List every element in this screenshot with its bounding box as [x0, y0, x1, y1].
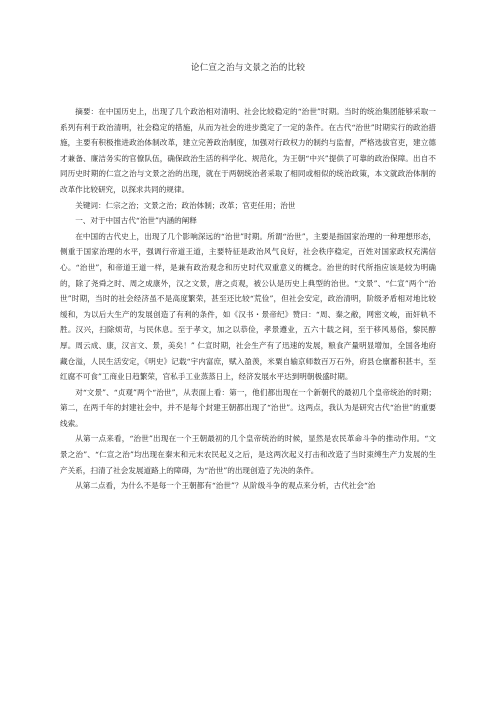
- body-paragraph-3: 从第一点来看，“治世”出现在一个王朝最初的几个皇帝统治的时候，显然是农民革命斗争的推动作用。“文景之治”、“仁宣之治”均出现在秦末和元末农民起义之后，是这两次起义打击和改造了当时束缚生产力发展的生产关系，扫清了社会发展道路上的障碍，为“治世”的出现创造了先决的条件。: [60, 434, 436, 475]
- abstract-paragraph: 摘要：在中国历史上，出现了几个政治相对清明、社会比较稳定的“治世”时期。当时的统治集团能够采取一系列有利于政治清明，社会稳定的措施，从而为社会的进步奠定了一定的条件。在古代“治世”时期实行的政治措施，主要有积极推进政治体制改革，建立完善政治制度，加强对行政权力的制约与监督，严格选拔官吏，建立德才兼备、廉洁务实的官僚队伍，确保政治生活的科学化、规范化，为王朝“中兴”提供了可靠的政治保障。出自不同历史时期的仁宣之治与文景之治的出现，就在于两朝统治者采取了相同或相似的统治政策，本文就政治体制的改革作比较研究，以探求共同的规律。: [60, 107, 436, 194]
- body-paragraph-4: 从第二点看，为什么不是每一个王朝都有“治世”？从阶级斗争的观点来分析，古代社会“治: [75, 481, 376, 491]
- section-heading: 一、对于中国古代“治世”内涵的阐释: [75, 216, 197, 226]
- body-paragraph-1: 在中国的古代史上，出现了几个影响深远的“治世”时期。所谓“治世”，主要是指国家治理的一种理想形态，侧重于国家治理的水平，强调行帝道王道，主要特征是政治风气良好，社会秩序稳定，百姓对国家政权充满信心。“治世”，和帝道王道一样，是兼有政治观念和历史时代双重意义的概念。治世的时代所指应该是较为明确的，除了尧舜之时、周之成康外，汉之文景，唐之贞观，被公认是历史上典型的治世。“文景”、“仁宣”两个“治世”时期，当时的社会经济虽不是高度繁荣，甚至还比较“荒俭”，但社会安定，政治清明，阶级矛盾相对地比较缓和，为以后大生产的发展创造了有利的条件，如《汉书・景帝纪》赞曰：“周、秦之敝，网密文峻，而奸轨不胜。汉兴，扫除烦苛，与民休息。至于孝文，加之以恭俭，孝景遵业，五六十载之间，至于移风易俗，黎民醇厚。周云成、康，汉言文、景，美矣！” 仁宣时期，社会生产有了迅速的发展，粮食产量明显增加，全国各地府藏仓溢，人民生活安定，《明史》记载“宇内富庶，赋入盈羡，米粟自输京师数百万石外，府县仓廪蓄积甚丰，至红腐不可食”工商业日趋繁荣，官私手工业蒸蒸日上，经济发展水平达到明朝极盛时期。: [60, 231, 436, 382]
- document-title: 论仁宣之治与文景之治的比较: [190, 63, 306, 73]
- keywords-paragraph: 关键词：仁宗之治；文景之治；政治体制；改革；官吏任用；治世: [75, 200, 296, 210]
- body-paragraph-2: 对“文景”、“贞观”两个“治世”，从表面上看：第一，他们都出现在一个新朝代的最初几个皇帝统治的时期；第二，在两千年的封建社会中，并不是每个封建王朝都出现了“治世”。这两点，我认为是研究古代“治世”的重要线索。: [60, 387, 436, 428]
